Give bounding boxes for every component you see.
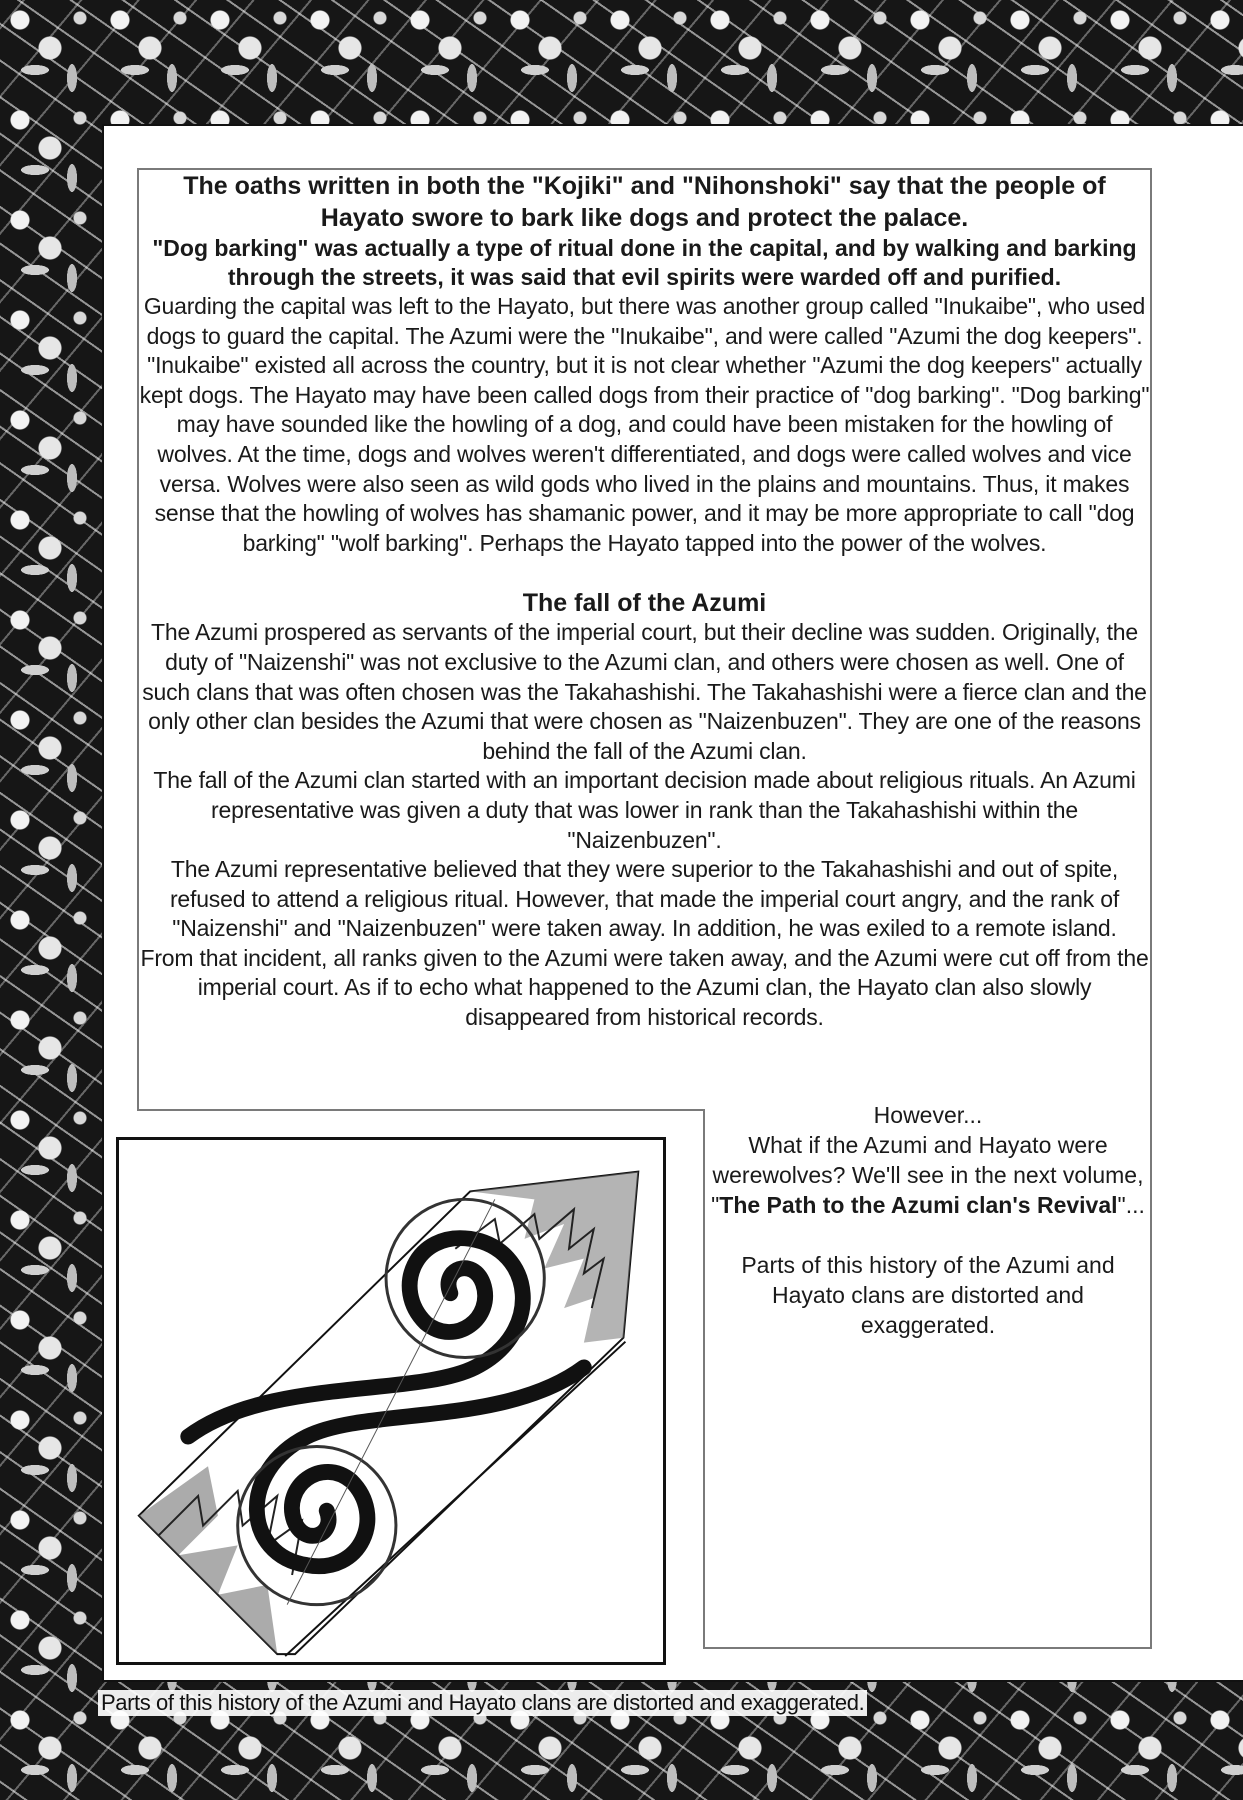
main-text-frame-bottom [137,1109,705,1111]
section-paragraph: The Azumi representative believed that they were superior to the Takahashishi and out of spite, refused to attend a religious ritual. However, that made the imperial court angry, and the rank of "Naizenshi" and "Naizenbuzen" were taken away. In addition, he was exiled to a remote island. [169,856,1120,942]
sidebar-text [706,1100,1150,1340]
teaser-suffix: "... [1117,1192,1145,1218]
next-volume-teaser [706,1130,1150,1220]
spiral-pattern-artifact-icon [119,1140,663,1662]
section-paragraph: The Azumi prospered as servants of the imperial court, but their decline was sudden. Originally, the duty of "Naizenshi" was not exclusive to the Azumi clan, and others were chosen as well. One of such clans that was often chosen was the Takahashishi. The Takahashishi were a fierce clan and the only other clan besides the Azumi that were chosen as "Naizenbuzen". They are one of the reasons behind the fall of the Azumi clan. [142,619,1147,764]
section-title: The fall of the Azumi [522,589,767,618]
intro-body: Guarding the capital was left to the Hayato, but there was another group called "Inukaibe", who used dogs to guard the capital. The Azumi were the "Inukaibe", and were called "Azumi the dog keepers". "Inukaibe" existed all across the country, but it is not clear whether "Azumi the dog keepers" actually kept dogs. The Hayato may have been called dogs from their practice of "dog barking". "Dog barking" may have sounded like the howling of a dog, and could have been mistaken for the howling of wolves. At the time, dogs and wolves weren't differentiated, and dogs were called wolves and vice versa. Wolves were also seen as wild gods who lived in the plains and mountains. Thus, it makes sense that the howling of wolves has shamanic power, and it may be more appropriate to call "dog barking" "wolf barking". Perhaps the Hayato tapped into the power of the wolves. [139,293,1150,556]
artifact-illustration [116,1137,666,1665]
however-text: However... [873,1102,983,1128]
section-paragraph: The fall of the Azumi clan started with an important decision made about religious rituals. An Azumi representative was given a duty that was lower in rank than the Takahashishi within the "Naizenbuzen". [153,767,1136,853]
next-volume-title: The Path to the Azumi clan's Revival [719,1192,1118,1218]
footer-caption: Parts of this history of the Azumi and Hayato clans are distorted and exaggerated. [98,1690,867,1716]
intro-lead: The oaths written in both the "Kojiki" and "Nihonshoki" say that the people of Hayato swore to bark like dogs and protect the palace. [183,172,1106,232]
disclaimer-text: Parts of this history of the Azumi and Hayato clans are distorted and exaggerated. [741,1252,1115,1338]
intro-sub-lead: "Dog barking" was actually a type of ritual done in the capital, and by walking and barking through the streets, it was said that evil spirits were warded off and purified. [152,235,1137,290]
main-text-column [139,170,1150,1033]
teaser-prefix: What if the Azumi and Hayato were werewolves? We'll see in the next volume, " [711,1132,1144,1218]
section-paragraph: From that incident, all ranks given to the Azumi were taken away, and the Azumi were cut off from the imperial court. As if to echo what happened to the Azumi clan, the Hayato clan also slowly disappeared from historical records. [140,944,1149,1031]
